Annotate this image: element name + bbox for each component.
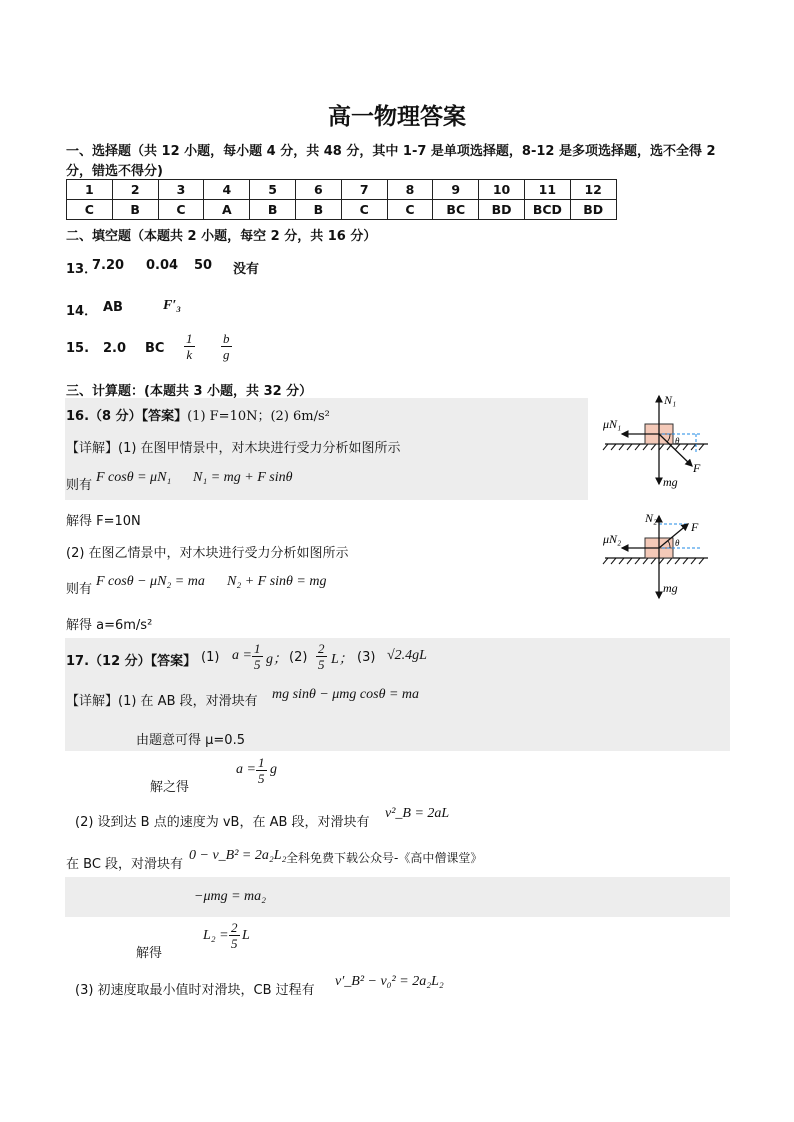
label-F: F [693, 461, 701, 475]
q17-fraction [229, 920, 240, 951]
label-N2: N₂ [645, 511, 658, 525]
q17-equation: a = [236, 762, 256, 777]
label-muN2: μN₂ [603, 532, 622, 546]
q16-equation: F cosθ = μN₁ [96, 470, 172, 485]
q17-fraction [316, 641, 327, 672]
label-theta: θ [675, 538, 680, 548]
q15-label: 15. [66, 341, 90, 356]
q17-part2: (2) 设到达 B 点的速度为 vB，在 AB 段，对滑块有 [75, 815, 370, 830]
q17-bc-text: 在 BC 段，对滑块有 [66, 857, 184, 872]
denominator: 5 [231, 936, 238, 951]
table-cell: 1 [67, 180, 113, 200]
force-diagram-2 [600, 506, 718, 612]
q13-answer: 0.04 [146, 258, 179, 273]
table-cell: C [67, 200, 113, 220]
q17-ans-label: (2) [289, 650, 308, 665]
ground-hatch [603, 444, 704, 450]
table-cell: 9 [433, 180, 479, 200]
q17-header-prefix: 17.（12 分）【答案】 [66, 654, 197, 669]
q17-ans-label: (1) [201, 650, 220, 665]
q15-fraction [221, 331, 232, 362]
q16-equation: N₂ + F sinθ = mg [227, 574, 327, 589]
q16-equation: F cosθ − μN₂ = ma [96, 574, 205, 589]
denominator: 5 [254, 657, 261, 672]
q16-detail1: 【详解】(1) 在图甲情景中，对木块进行受力分析如图所示 [66, 441, 401, 456]
table-cell: BD [479, 200, 525, 220]
section1-heading-cont: 分，错选不得分) [66, 164, 163, 179]
numerator: 2 [231, 920, 238, 935]
q17-mu-line: 由题意可得 μ=0.5 [136, 733, 245, 748]
table-cell: C [387, 200, 433, 220]
table-cell: BC [433, 200, 479, 220]
watermark-text: 全科免费下载公众号-《高中僧课堂》 [286, 851, 483, 865]
q15-answer: BC [145, 341, 165, 356]
denominator: k [186, 347, 193, 362]
numerator: 2 [318, 641, 325, 656]
table-row [67, 180, 617, 200]
q16-equation: N₁ = mg + F sinθ [193, 470, 293, 485]
section2-heading: 二、填空题（本题共 2 小题，每空 2 分，共 16 分） [66, 229, 377, 244]
table-cell: 10 [479, 180, 525, 200]
denominator: g [223, 347, 230, 362]
label-theta: θ [675, 436, 680, 446]
q13-answer: 50 [194, 258, 213, 273]
q15-fraction [184, 331, 195, 362]
q16-eq-prefix: 则有 [66, 582, 93, 597]
q17-equation: mg sinθ − μmg cosθ = ma [272, 687, 420, 702]
q16-header-prefix: 16.（8 分）【答案】 [66, 409, 188, 424]
table-cell: BD [570, 200, 616, 220]
q17-equation: L₂ = [203, 928, 229, 943]
q17-fraction [256, 755, 267, 786]
q17-equation: L [242, 928, 250, 943]
table-cell: 6 [295, 180, 341, 200]
table-cell: C [341, 200, 387, 220]
table-cell: A [204, 200, 250, 220]
q14-label: 14． [66, 304, 98, 319]
section3-heading: 三、计算题：(本题共 3 小题，共 32 分） [66, 384, 313, 399]
table-cell: B [112, 200, 158, 220]
q13-answer: 没有 [233, 262, 260, 277]
ground-hatch [603, 558, 704, 564]
table-cell: B [250, 200, 296, 220]
table-cell: 3 [158, 180, 204, 200]
q14-answer: AB [103, 300, 123, 315]
q17-equation: v²_B = 2aL [385, 806, 450, 821]
q17-ans: √2.4gL [387, 648, 427, 663]
q17-solve-label: 解得 [136, 946, 163, 961]
q13-answer: 7.20 [92, 258, 125, 273]
q17-part3: (3) 初速度取最小值时对滑块，CB 过程有 [75, 983, 315, 998]
denominator: 5 [318, 657, 325, 672]
highlight-band [65, 877, 730, 917]
q17-ans: L； [331, 652, 353, 667]
table-cell: 2 [112, 180, 158, 200]
numerator: 1 [258, 755, 265, 770]
page-title: 高一物理答案 [328, 104, 466, 130]
table-row [67, 200, 617, 220]
q17-ans: g； [266, 652, 287, 667]
label-mg: mg [663, 475, 678, 489]
q17-equation: −μmg = ma₂ [194, 889, 267, 904]
force-diagram-1 [600, 388, 718, 498]
numerator: 1 [254, 641, 261, 656]
q17-header [66, 650, 196, 669]
q14-answer: F′₃ [163, 298, 182, 313]
table-cell: C [158, 200, 204, 220]
q17-ans-label: (3) [357, 650, 376, 665]
answer-table [66, 179, 617, 220]
q15-answer: 2.0 [103, 341, 127, 356]
table-cell: 5 [250, 180, 296, 200]
q16-header [66, 405, 330, 424]
table-cell: 8 [387, 180, 433, 200]
q17-equation: 0 − v_B² = 2a₂L₂ [189, 848, 287, 863]
table-cell: 4 [204, 180, 250, 200]
q16-header-answer: (1) F=10N；(2) 6m/s² [187, 409, 330, 424]
denominator: 5 [258, 771, 265, 786]
q13-label: 13． [66, 262, 98, 277]
q17-detail1: 【详解】(1) 在 AB 段，对滑块有 [66, 694, 258, 709]
q16-detail2: (2) 在图乙情景中，对木块进行受力分析如图所示 [66, 546, 349, 561]
label-F: F [691, 520, 699, 534]
label-muN1: μN₁ [603, 417, 622, 431]
q17-ans: a = [232, 648, 252, 663]
label-mg: mg [663, 581, 678, 595]
q16-result: 解得 a=6m/s² [66, 618, 153, 633]
q16-result: 解得 F=10N [66, 514, 141, 529]
table-cell: 7 [341, 180, 387, 200]
q17-fraction [252, 641, 263, 672]
table-cell: 11 [524, 180, 570, 200]
label-N1: N₁ [664, 393, 677, 407]
table-cell: BCD [524, 200, 570, 220]
q17-solve-label: 解之得 [150, 780, 190, 795]
table-cell: 12 [570, 180, 616, 200]
numerator: 1 [186, 331, 193, 346]
numerator: b [223, 331, 230, 346]
q17-equation: v′_B² − v₀² = 2a₂L₂ [335, 974, 444, 989]
section1-heading: 一、选择题（共 12 小题，每小题 4 分，共 48 分，其中 1-7 是单项选择题，8-12 是多项选择题，选不全得 2 [66, 144, 716, 159]
q16-eq-prefix: 则有 [66, 478, 93, 493]
table-cell: B [295, 200, 341, 220]
q17-equation: g [270, 762, 277, 777]
